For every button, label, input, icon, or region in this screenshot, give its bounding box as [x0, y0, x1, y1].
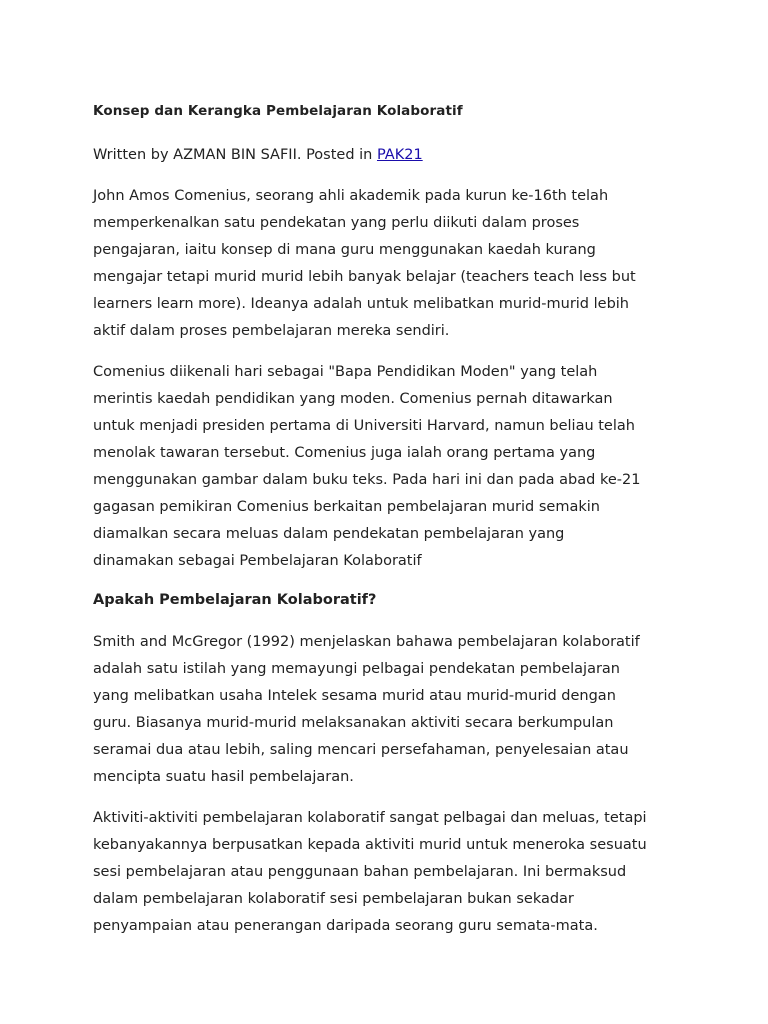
text-line: guru. Biasanya murid-murid melaksanakan aktiviti secara berkumpulan	[93, 715, 614, 731]
text-line: John Amos Comenius, seorang ahli akademik pada kurun ke-16th telah	[93, 188, 609, 204]
text-line: Comenius diikenali hari sebagai "Bapa Pendidikan Moden" yang telah	[93, 364, 598, 380]
text-line: diamalkan secara meluas dalam pendekatan pembelajaran yang	[93, 526, 565, 542]
text-line: dinamakan sebagai Pembelajaran Kolaboratif	[93, 553, 422, 569]
paragraph-2	[93, 359, 683, 575]
paragraph-4	[93, 805, 683, 940]
text-line: mengajar tetapi murid murid lebih banyak belajar (teachers teach less but	[93, 269, 636, 285]
category-link[interactable]: PAK21	[376, 147, 423, 163]
text-line: merintis kaedah pendidikan yang moden. Comenius pernah ditawarkan	[93, 391, 613, 407]
text-line: mencipta suatu hasil pembelajaran.	[93, 769, 354, 785]
text-line: Smith and McGregor (1992) menjelaskan bahawa pembelajaran kolaboratif	[93, 634, 640, 650]
text-line: yang melibatkan usaha Intelek sesama murid atau murid-murid dengan	[93, 688, 616, 704]
section-heading: Apakah Pembelajaran Kolaboratif?	[93, 592, 377, 608]
text-line: learners learn more). Ideanya adalah untuk melibatkan murid-murid lebih	[93, 296, 629, 312]
byline	[93, 147, 423, 163]
text-line: memperkenalkan satu pendekatan yang perlu diikuti dalam proses	[93, 215, 580, 231]
text-line: aktif dalam proses pembelajaran mereka sendiri.	[93, 323, 450, 339]
text-line: untuk menjadi presiden pertama di Universiti Harvard, namun beliau telah	[93, 418, 635, 434]
text-line: seramai dua atau lebih, saling mencari persefahaman, penyelesaian atau	[93, 742, 629, 758]
text-line: gagasan pemikiran Comenius berkaitan pembelajaran murid semakin	[93, 499, 600, 515]
text-line: menolak tawaran tersebut. Comenius juga ialah orang pertama yang	[93, 445, 596, 461]
text-line: adalah satu istilah yang memayungi pelbagai pendekatan pembelajaran	[93, 661, 620, 677]
text-line: pengajaran, iaitu konsep di mana guru menggunakan kaedah kurang	[93, 242, 596, 258]
text-line: sesi pembelajaran atau penggunaan bahan pembelajaran. Ini bermaksud	[93, 864, 627, 880]
text-line: dalam pembelajaran kolaboratif sesi pembelajaran bukan sekadar	[93, 891, 574, 907]
text-line: penyampaian atau penerangan daripada seorang guru semata-mata.	[93, 918, 598, 934]
text-line: menggunakan gambar dalam buku teks. Pada hari ini dan pada abad ke-21	[93, 472, 641, 488]
byline-author: Written by AZMAN BIN SAFII. Posted in	[93, 147, 377, 163]
page-title: Konsep dan Kerangka Pembelajaran Kolaboratif	[93, 103, 463, 119]
paragraph-3	[93, 629, 683, 791]
text-line: kebanyakannya berpusatkan kepada aktiviti murid untuk meneroka sesuatu	[93, 837, 647, 853]
text-line: Aktiviti-aktiviti pembelajaran kolaboratif sangat pelbagai dan meluas, tetapi	[93, 810, 647, 826]
paragraph-1	[93, 183, 683, 345]
